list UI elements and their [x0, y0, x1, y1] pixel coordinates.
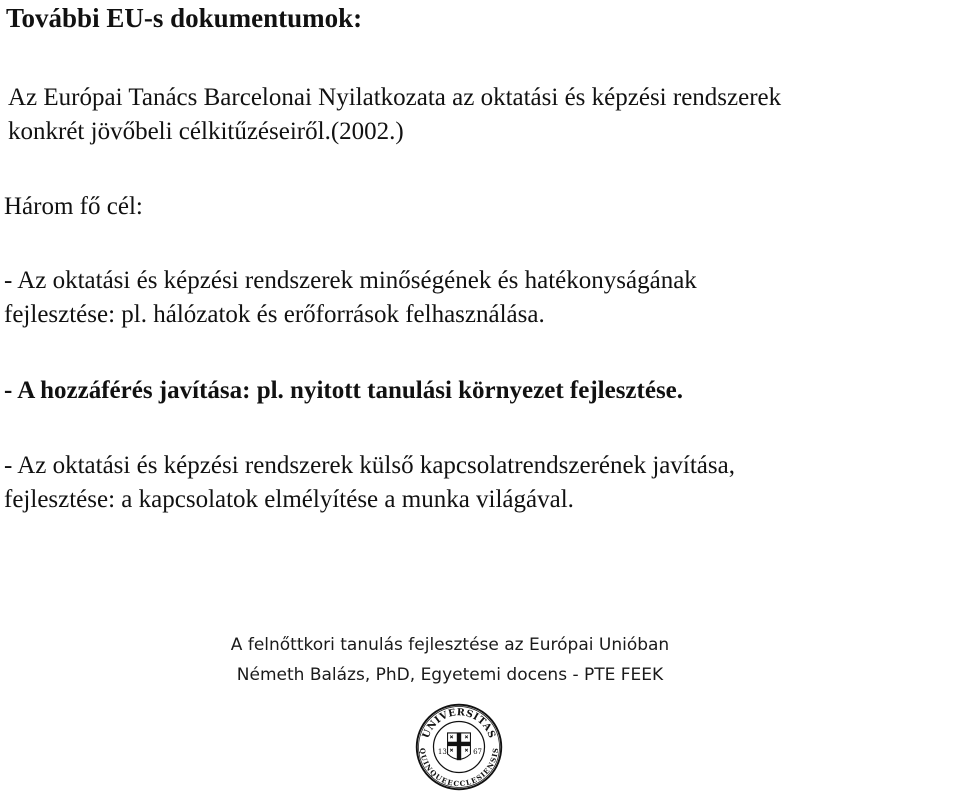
- intro-line-1: Az Európai Tanács Barcelonai Nyilatkozata az oktatási és képzési rendszerek: [8, 84, 782, 111]
- seal-cross-emblem: [448, 733, 471, 760]
- goal-item-quality: [4, 264, 697, 332]
- seal-text-top: UNIVERSITAS: [420, 707, 498, 741]
- intro-paragraph: [8, 81, 781, 149]
- goal-3-line-2: fejlesztése: a kapcsolatok elmélyítése a munka világával.: [4, 486, 574, 513]
- footer-line-2: Németh Balázs, PhD, Egyetemi docens - PTE FEEK: [236, 665, 664, 685]
- footer: [0, 630, 900, 690]
- seal-year-right: 67: [473, 747, 483, 757]
- goal-2-line-1: - A hozzáférés javítása: pl. nyitott tanulási környezet fejlesztése.: [4, 377, 684, 404]
- goal-item-access: [4, 374, 683, 408]
- goal-item-external-relations: [4, 449, 735, 517]
- goals-heading: Három fő cél:: [4, 193, 143, 220]
- page-title: További EU-s dokumentumok:: [6, 3, 363, 33]
- university-seal-icon: [415, 703, 503, 791]
- intro-line-2: konkrét jövőbeli célkitűzéseiről.(2002.): [8, 118, 404, 145]
- footer-line-1: A felnőttkori tanulás fejlesztése az Európai Unióban: [230, 635, 670, 655]
- goal-1-line-2: fejlesztése: pl. hálózatok és erőforrások felhasználása.: [4, 301, 545, 328]
- seal-text-bottom: QUINQUEECCLESIENSIS: [417, 747, 501, 789]
- goal-1-line-1: - Az oktatási és képzési rendszerek minőségének és hatékonyságának: [4, 267, 697, 294]
- goal-3-line-1: - Az oktatási és képzési rendszerek külső kapcsolatrendszerének javítása,: [4, 452, 735, 479]
- seal-year-left: 13: [437, 747, 447, 757]
